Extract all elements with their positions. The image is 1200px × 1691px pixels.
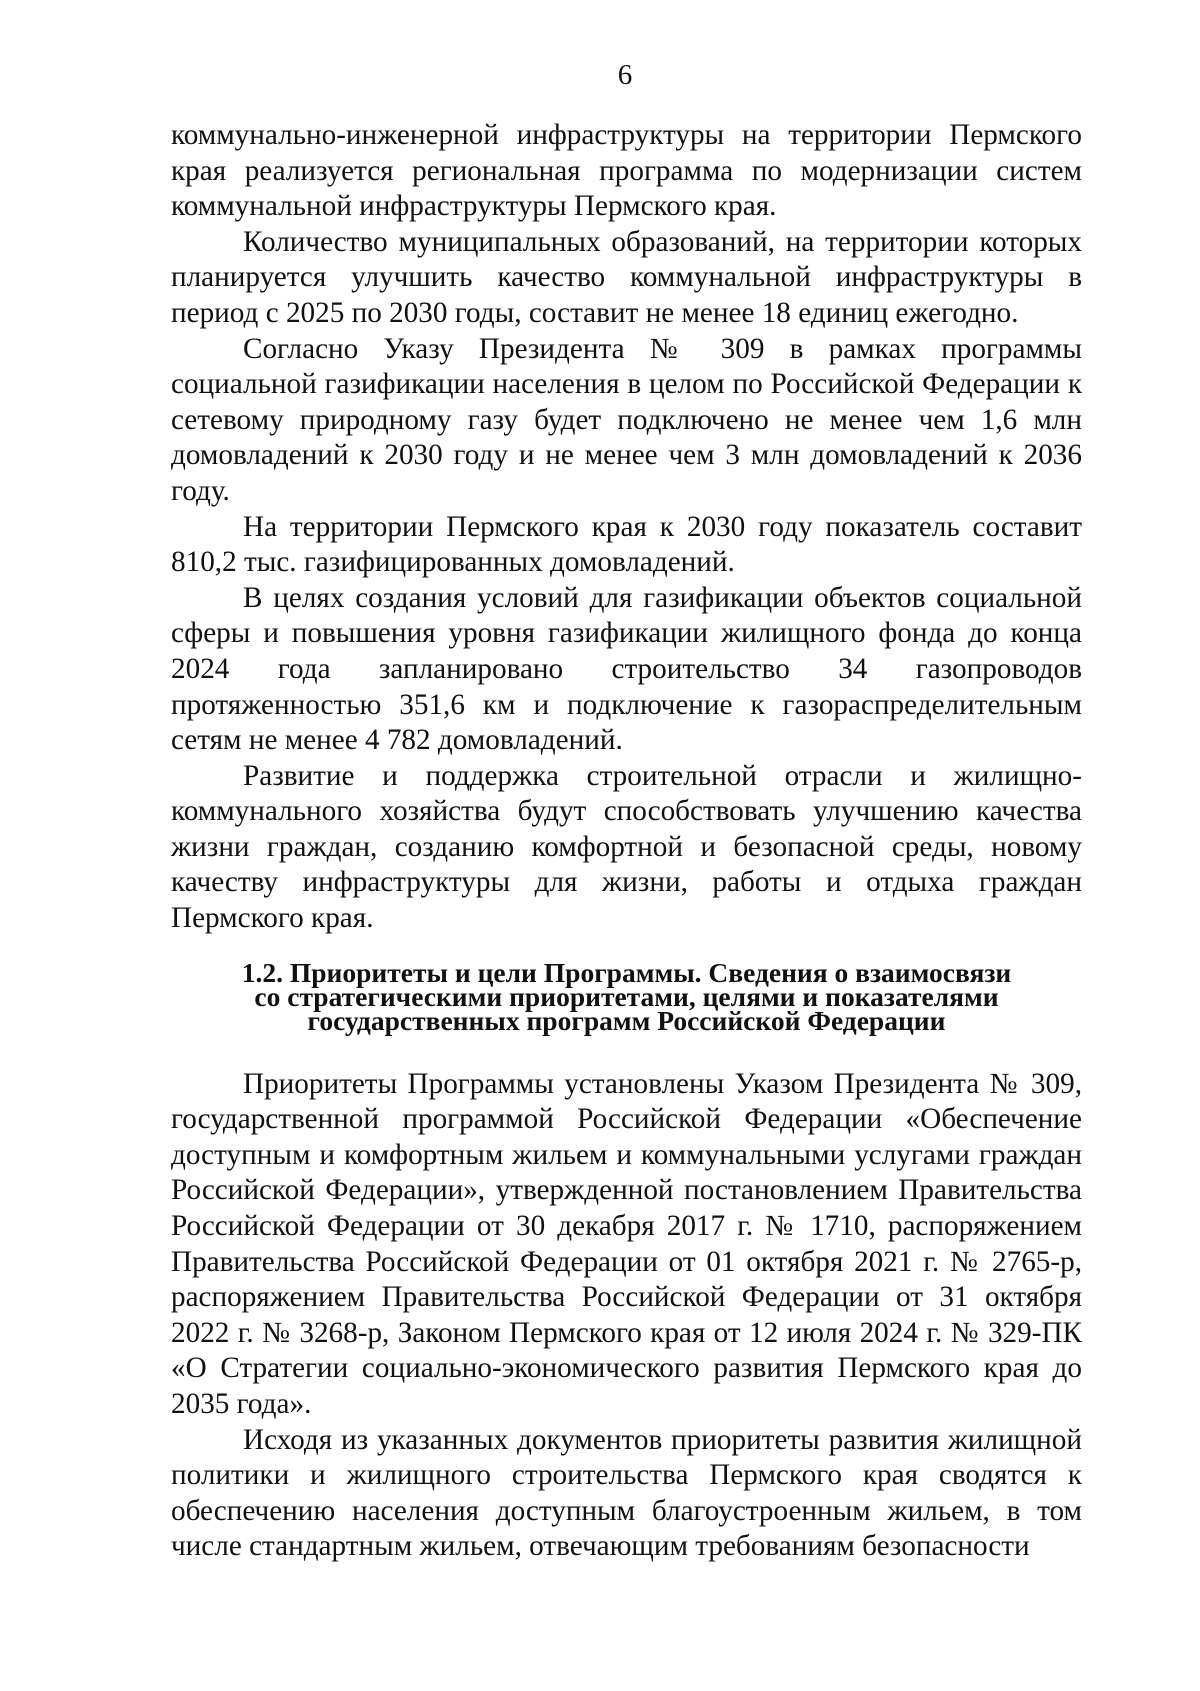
paragraph-priorities: Приоритеты Программы установлены Указом Президента № 309, государственной программой Российской Федерации «Обеспечение доступным и комфортным жильем и коммунальными услугами граждан Российской Федерации», утвержденной постановлением Правительства Российской Федерации от 30 декабря 2017 г. № 1710, распоряжением Правительства Российской Федерации от 01 октября 2021 г. № 2765-р, распоряжением Правительства Российской Федерации от 31 октября 2022 г. № 3268-р, Законом Пермского края от 12 июля 2024 г. № 329-ПК «О Стратегии социально-экономического развития Пермского края до 2035 года». [171,1067,1082,1420]
paragraph-gasification-perm: На территории Пермского края к 2030 году показатель составит 810,2 тыс. газифицированных домовладений. [171,510,1082,579]
section-heading [171,956,1082,1036]
paragraph-gas-pipelines: В целях создания условий для газификации объектов социальной сферы и повышения уровня газификации жилищного фонда до конца 2024 года запланировано строительство 34 газопроводов протяженностью 351,6 км и подключение к газораспределительным сетям не менее 4 782 домовладений. [171,581,1082,757]
paragraph-housing-policy: Исходя из указанных документов приоритеты развития жилищной политики и жилищного строительства Пермского края сводятся к обеспечению населения доступным благоустроенным жильем, в том числе стандартным жильем, отвечающим требованиям безопасности [171,1423,1082,1563]
page-number: 6 [617,59,633,91]
paragraph-gasification-federal: Согласно Указу Президента № 309 в рамках программы социальной газификации населения в целом по Российской Федерации к сетевому природному газу будет подключено не менее чем 1,6 млн домовладений к 2030 году и не менее чем 3 млн домовладений к 2036 году. [171,332,1082,507]
paragraph-municipalities: Количество муниципальных образований, на территории которых планируется улучшить качество коммунальной инфраструктуры в период с 2025 по 2030 годы, составит не менее 18 единиц ежегодно. [171,225,1082,329]
paragraph-continuation: коммунально-инженерной инфраструктуры на территории Пермского края реализуется региональная программа по модернизации систем коммунальной инфраструктуры Пермского края. [171,119,1082,223]
section-heading-line: 1.2. Приоритеты и цели Программы. Сведения о взаимосвязи [241,956,1012,988]
paragraph-development: Развитие и поддержка строительной отрасли и жилищно-коммунального хозяйства будут способствовать улучшению качества жизни граждан, созданию комфортной и безопасной среды, новому качеству инфраструктуры для жизни, работы и отдыха граждан Пермского края. [171,759,1082,935]
section-heading-line: со стратегическими приоритетами, целями и показателями [254,980,999,1012]
section-heading-line: государственных программ Российской Федерации [307,1004,946,1036]
document-body [171,118,1082,1565]
